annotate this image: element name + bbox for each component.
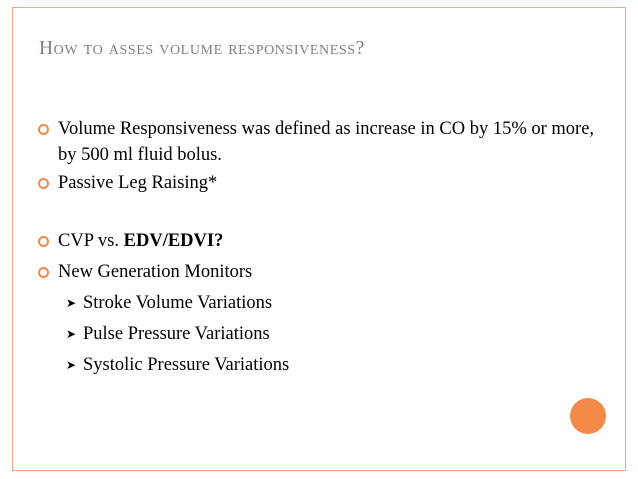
sub-bullet-text: Systolic Pressure Variations xyxy=(83,355,290,375)
orange-circle-decoration xyxy=(570,398,606,434)
sub-bullet-item xyxy=(37,321,597,347)
bullet-text: New Generation Monitors xyxy=(58,262,253,282)
ring-bullet-icon xyxy=(38,267,49,278)
sub-bullet-item xyxy=(37,290,597,316)
bullet-item xyxy=(37,116,597,168)
ring-bullet-icon xyxy=(38,178,49,189)
ring-bullet-icon xyxy=(38,236,49,247)
sub-bullet-item xyxy=(37,352,597,378)
arrowhead-bullet-icon: ➤ xyxy=(66,327,77,341)
bullet-list xyxy=(37,116,597,378)
arrowhead-bullet-icon: ➤ xyxy=(66,296,77,310)
bullet-text: Volume Responsiveness was defined as increase in CO by 15% or more, by 500 ml fluid bolus. xyxy=(58,119,595,165)
ring-bullet-icon xyxy=(38,124,49,135)
bullet-item xyxy=(37,170,597,196)
bullet-text: Passive Leg Raising* xyxy=(58,173,218,193)
bullet-text-emphasis: EDV/EDVI? xyxy=(123,231,224,251)
arrowhead-bullet-icon: ➤ xyxy=(66,358,77,372)
bullet-item xyxy=(37,259,597,285)
slide-title: How to asses volume responsiveness? xyxy=(39,38,365,59)
sub-bullet-text: Stroke Volume Variations xyxy=(83,293,273,313)
sub-bullet-text: Pulse Pressure Variations xyxy=(83,324,270,344)
bullet-text-prefix: CVP vs. xyxy=(58,231,124,251)
bullet-item xyxy=(37,228,597,254)
